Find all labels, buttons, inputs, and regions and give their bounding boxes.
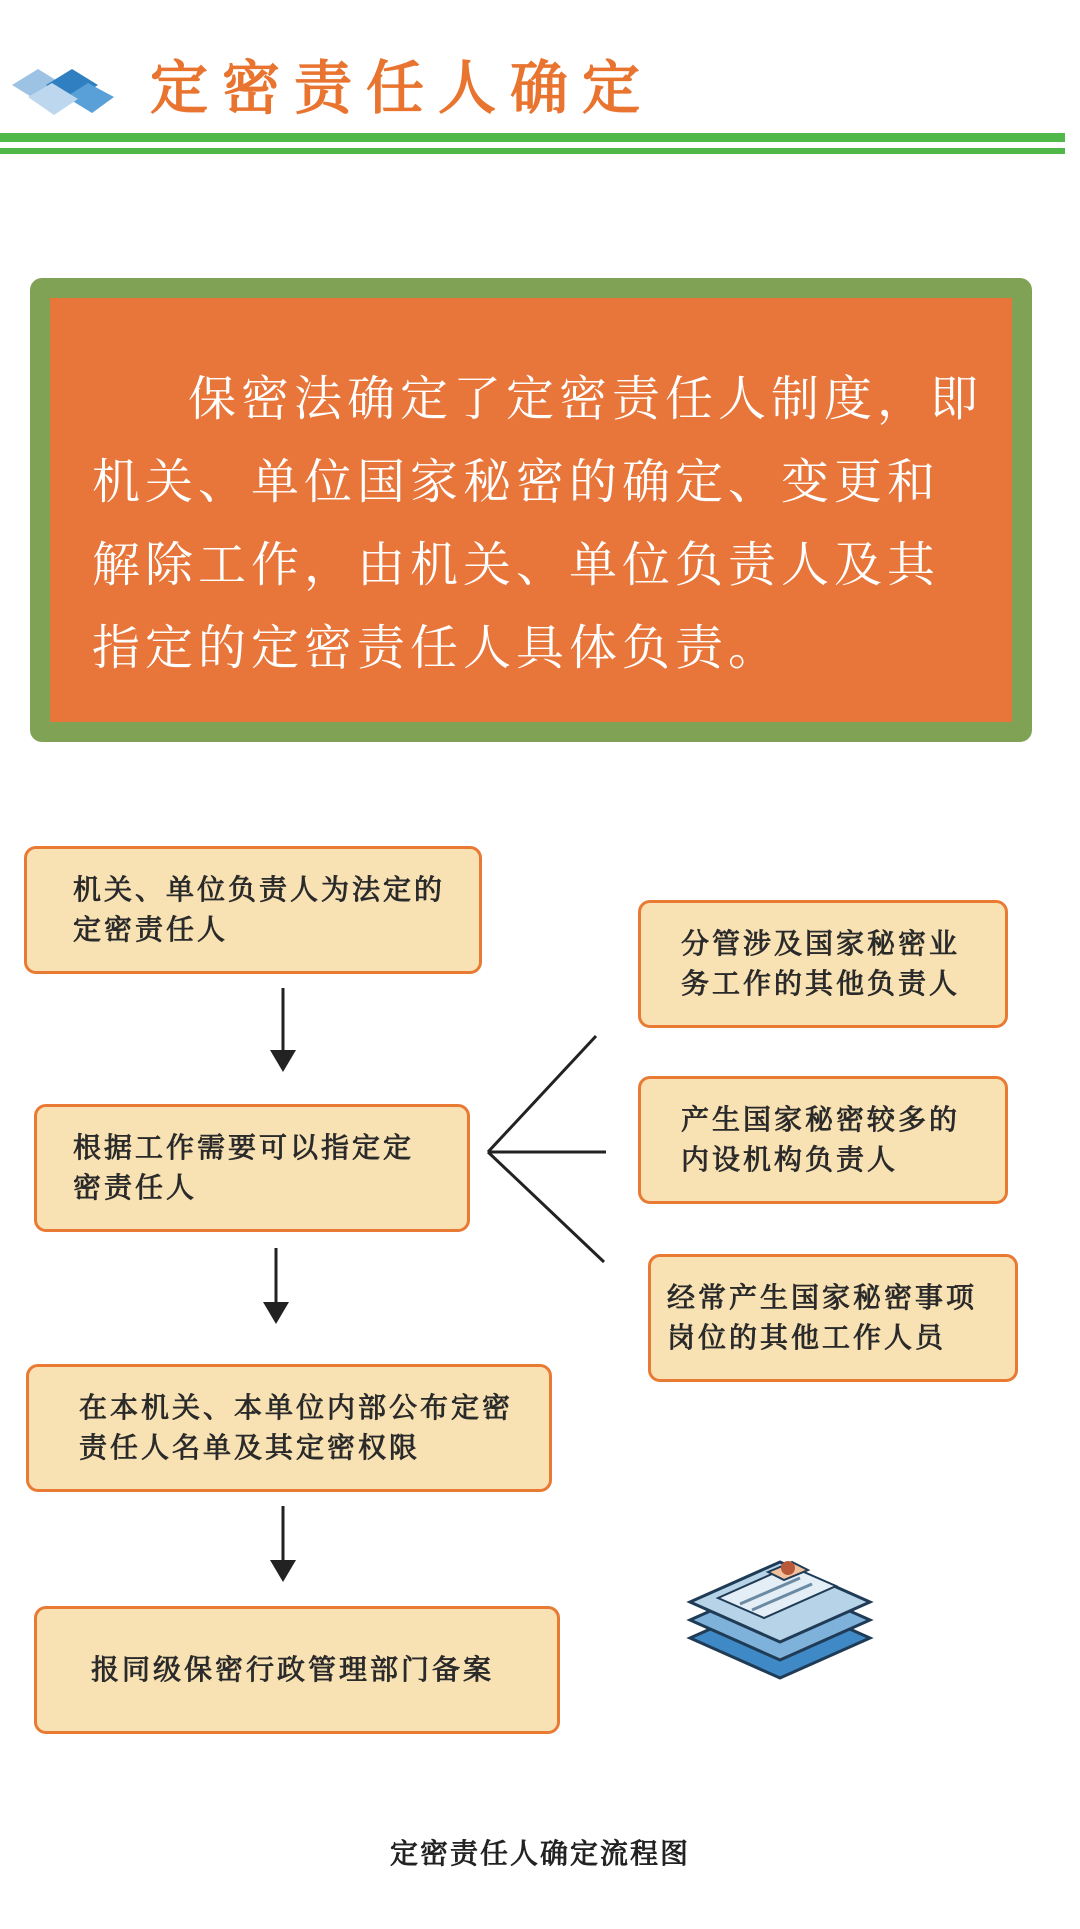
designee-option-department-head — [638, 1076, 1008, 1204]
flow-step-text: 在本机关、本单位内部公布定密责任人名单及其定密权限 — [79, 1391, 514, 1464]
intro-text: 保密法确定了定密责任人制度，即机关、单位国家秘密的确定、变更和解除工作，由机关、单位负责人及其指定的定密责任人具体负责。 — [50, 298, 1012, 722]
designee-text: 分管涉及国家秘密业务工作的其他负责人 — [681, 927, 961, 1000]
arrowhead-3 — [270, 1560, 296, 1582]
arrowhead-2 — [263, 1302, 289, 1324]
designee-text: 经常产生国家秘密事项岗位的其他工作人员 — [667, 1281, 978, 1354]
diagram-caption: 定密责任人确定流程图 — [389, 1837, 690, 1870]
designee-option-staff — [648, 1254, 1018, 1382]
designee-option-leader — [638, 900, 1008, 1028]
flow-step-text: 机关、单位负责人为法定的定密责任人 — [73, 873, 446, 946]
flow-step-publish-list — [26, 1364, 552, 1492]
branch-line-upper — [488, 1036, 596, 1152]
flow-step-text: 报同级保密行政管理部门备案 — [91, 1653, 495, 1686]
flow-step-file-record — [34, 1606, 560, 1734]
arrowhead-1 — [270, 1050, 296, 1072]
document-stack-icon — [680, 1538, 880, 1698]
flow-step-legal-responsible — [24, 846, 482, 974]
flow-step-designate — [34, 1104, 470, 1232]
branch-line-lower — [488, 1152, 604, 1262]
flow-step-text: 根据工作需要可以指定定密责任人 — [73, 1131, 415, 1204]
page-title: 定密责任人确定 — [150, 54, 655, 122]
designee-text: 产生国家秘密较多的内设机构负责人 — [681, 1103, 961, 1176]
